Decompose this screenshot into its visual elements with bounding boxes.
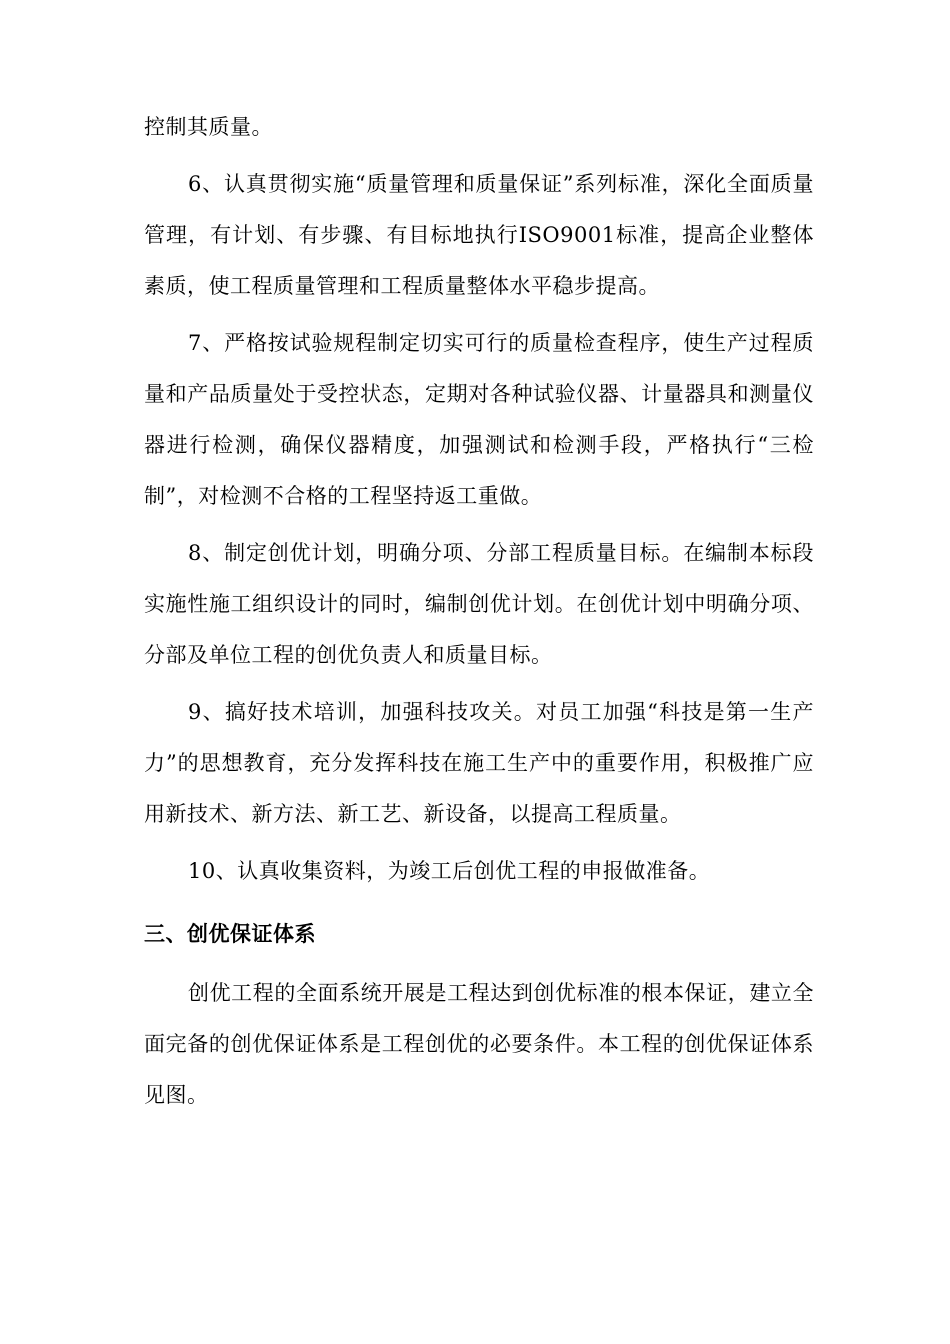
section-heading: 三、创优保证体系 xyxy=(144,922,316,946)
document-page xyxy=(144,102,814,1121)
item-9-paragraph: 9、搞好技术培训，加强科技攻关。对员工加强“科技是第一生产力”的思想教育，充分发挥科技在施工生产中的重要作用，积极推广应用新技术、新方法、新工艺、新设备，以提高工程质量。 xyxy=(144,700,814,826)
item-8-paragraph: 8、制定创优计划，明确分项、分部工程质量目标。在编制本标段实施性施工组织设计的同时，编制创优计划。在创优计划中明确分项、分部及单位工程的创优负责人和质量目标。 xyxy=(144,541,814,667)
item-10-paragraph: 10、认真收集资料，为竣工后创优工程的申报做准备。 xyxy=(188,859,711,883)
section-body-paragraph: 创优工程的全面系统开展是工程达到创优标准的根本保证，建立全面完备的创优保证体系是工程创优的必要条件。本工程的创优保证体系见图。 xyxy=(144,981,814,1107)
item-6-paragraph: 6、认真贯彻实施“质量管理和质量保证”系列标准，深化全面质量管理，有计划、有步骤、有目标地执行ISO9001标准，提高企业整体素质，使工程质量管理和工程质量整体水平稳步提高。 xyxy=(144,172,814,298)
continuation-paragraph: 控制其质量。 xyxy=(144,115,273,139)
item-7-paragraph: 7、严格按试验规程制定切实可行的质量检查程序，使生产过程质量和产品质量处于受控状态，定期对各种试验仪器、计量器具和测量仪器进行检测，确保仪器精度，加强测试和检测手段，严格执行“三检制”，对检测不合格的工程坚持返工重做。 xyxy=(144,331,814,508)
